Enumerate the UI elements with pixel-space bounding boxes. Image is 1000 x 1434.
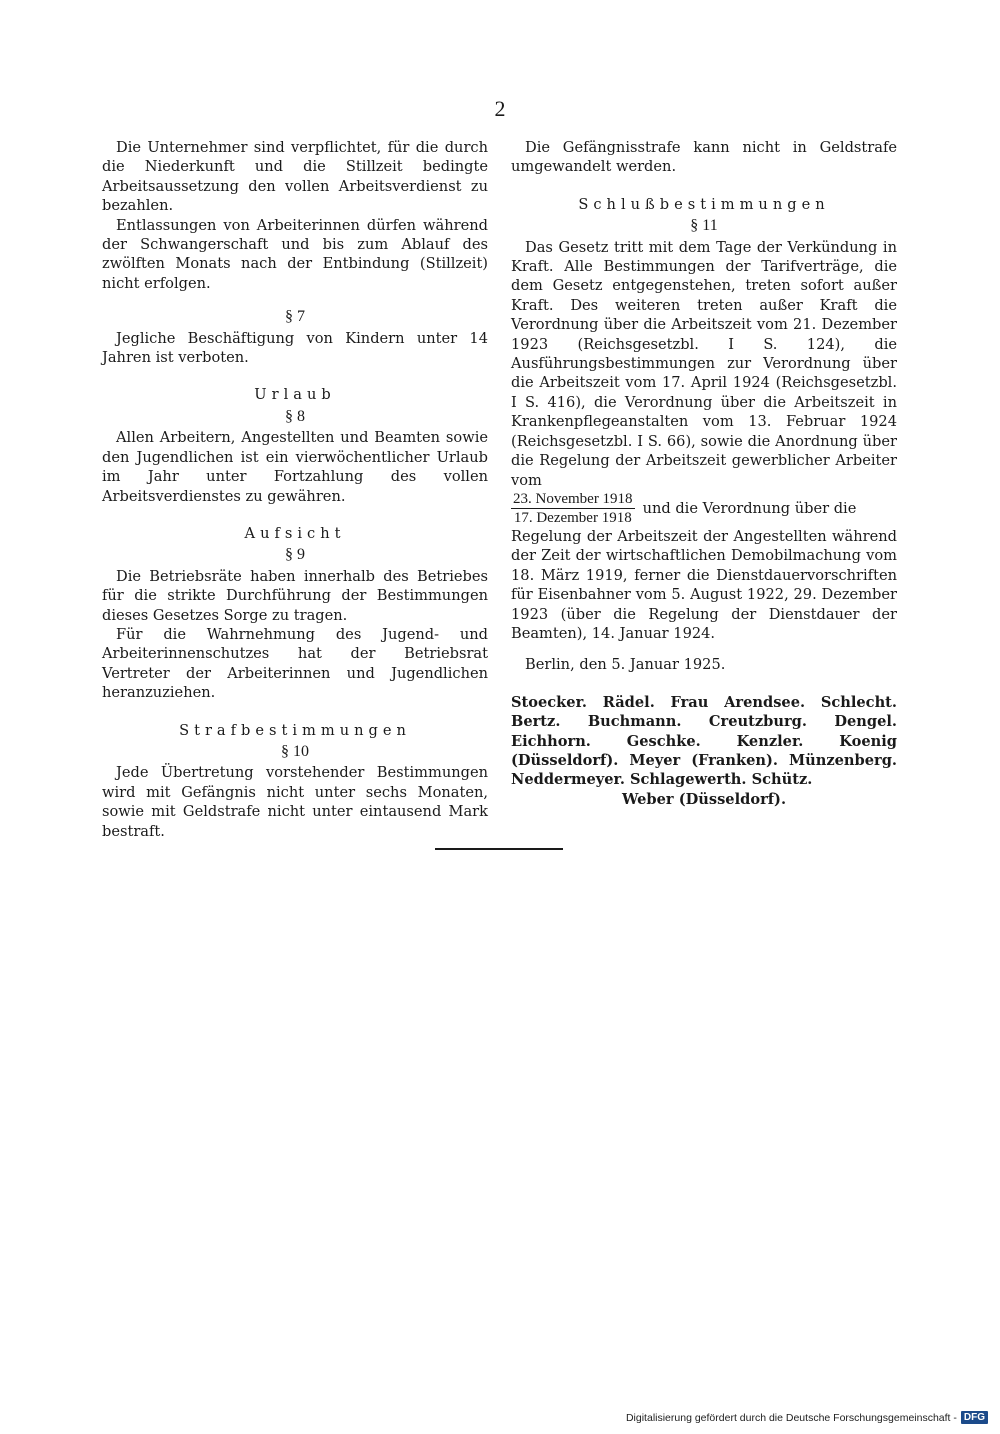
- section-9-mark: § 9: [285, 546, 305, 564]
- fraction-numerator: 23. November 1918: [513, 490, 633, 507]
- heading-aufsicht: Aufsicht: [244, 524, 346, 542]
- place-and-date: Berlin, den 5. Januar 1925.: [525, 656, 726, 674]
- section-8-text: Allen Arbeitern, Angestellten und Beamten sowie den Jugendlichen ist ein vierwöchentlicher Urlaub im Jahr unter Fortzahlung des vollen Arbeitsverdienstes zu gewähren.: [102, 429, 488, 505]
- signatories: Stoecker. Rädel. Frau Arendsee. Schlecht. Bertz. Buchmann. Creutzburg. Dengel. Eichhorn. Geschke. Kenzler. Koenig (Düsseldorf). Meyer (Franken). Münzenberg. Neddermeyer. Schlagewerth. Schütz.: [511, 693, 897, 789]
- fraction-trailing-text: und die Verordnung über die: [642, 499, 857, 517]
- dfg-logo-icon: DFG: [961, 1411, 988, 1424]
- fraction-denominator: 17. Dezember 1918: [513, 509, 632, 526]
- section-10-mark: § 10: [281, 742, 309, 760]
- signatory-last: Weber (Düsseldorf).: [621, 790, 787, 808]
- section-7-mark: § 7: [285, 308, 305, 326]
- section-7-text: Jegliche Beschäftigung von Kindern unter 14 Jahren ist verboten.: [102, 329, 488, 367]
- closing-rule: [435, 848, 563, 850]
- date-fraction: [511, 490, 635, 527]
- section-9-text-2: Für die Wahrnehmung des Jugend- und Arbeiterinnenschutzes hat der Betriebsrat Vertreter der Arbeiterinnen und Jugendlichen heranzuziehen.: [102, 625, 488, 702]
- right-column: [511, 138, 897, 809]
- paragraph-dismissal-protection: Entlassungen von Arbeiterinnen dürfen während der Schwangerschaft und bis zum Ablauf des zwölften Monats nach der Entbindung (Stillzeit) nicht erfolgen.: [102, 216, 488, 292]
- section-8-mark: § 8: [285, 407, 305, 425]
- section-11-text-a: Das Gesetz tritt mit dem Tage der Verkündung in Kraft. Alle Bestimmungen der Tarifverträge, die dem Gesetz entgegenstehen, treten sofort außer Kraft. Des weiteren treten außer Kraft die Verordnung über die Arbeitszeit vom 21. Dezember 1923 (Reichsgesetzbl. I S. 124), die Ausführungsbestimmungen zur Verordnung über die Arbeitszeit vom 17. April 1924 (Reichsgesetzbl. I S. 416), die Verordnung über die Arbeitszeit in Krankenpflegeanstalten vom 13. Februar 1924 (Reichsgesetzbl. I S. 66), sowie die Anordnung über die Regelung der Arbeitszeit gewerblicher Arbeiter vom: [511, 238, 897, 489]
- section-11-mark: § 11: [690, 217, 718, 235]
- footer-credit: Digitalisierung gefördert durch die Deutsche Forschungsgemeinschaft -: [625, 1411, 957, 1424]
- paragraph-employer-duty: Die Unternehmer sind verpflichtet, für die durch die Niederkunft und die Stillzeit bedingte Arbeitsaussetzung den vollen Arbeitsverdienst zu bezahlen.: [102, 139, 488, 215]
- footer: [626, 1411, 988, 1424]
- paragraph-prison-sentence: Die Gefängnisstrafe kann nicht in Geldstrafe umgewandelt werden.: [511, 139, 897, 176]
- page-number: 2: [494, 96, 506, 121]
- section-10-text: Jede Übertretung vorstehender Bestimmungen wird mit Gefängnis nicht unter sechs Monaten, sowie mit Geldstrafe nicht unter eintausend Mark bestraft.: [102, 764, 488, 840]
- section-11-text-b: Regelung der Arbeitszeit der Angestellten während der Zeit der wirtschaftlichen Demobilmachung vom 18. März 1919, ferner die Dienstdauervorschriften für Eisenbahner vom 5. August 1922, 29. Dezember 1923 (über die Regelung der Dienstdauer der Beamten), 14. Januar 1924.: [511, 527, 897, 642]
- left-column: [102, 138, 488, 841]
- heading-urlaub: Urlaub: [254, 386, 336, 404]
- heading-schlussbestimmungen: Schlußbestimmungen: [578, 195, 830, 213]
- heading-strafbestimmungen: Strafbestimmungen: [179, 721, 411, 739]
- date-fraction-line: [511, 490, 897, 527]
- section-9-text-1: Die Betriebsräte haben innerhalb des Betriebes für die strikte Durchführung der Bestimmungen dieses Gesetzes Sorge zu tragen.: [102, 567, 488, 624]
